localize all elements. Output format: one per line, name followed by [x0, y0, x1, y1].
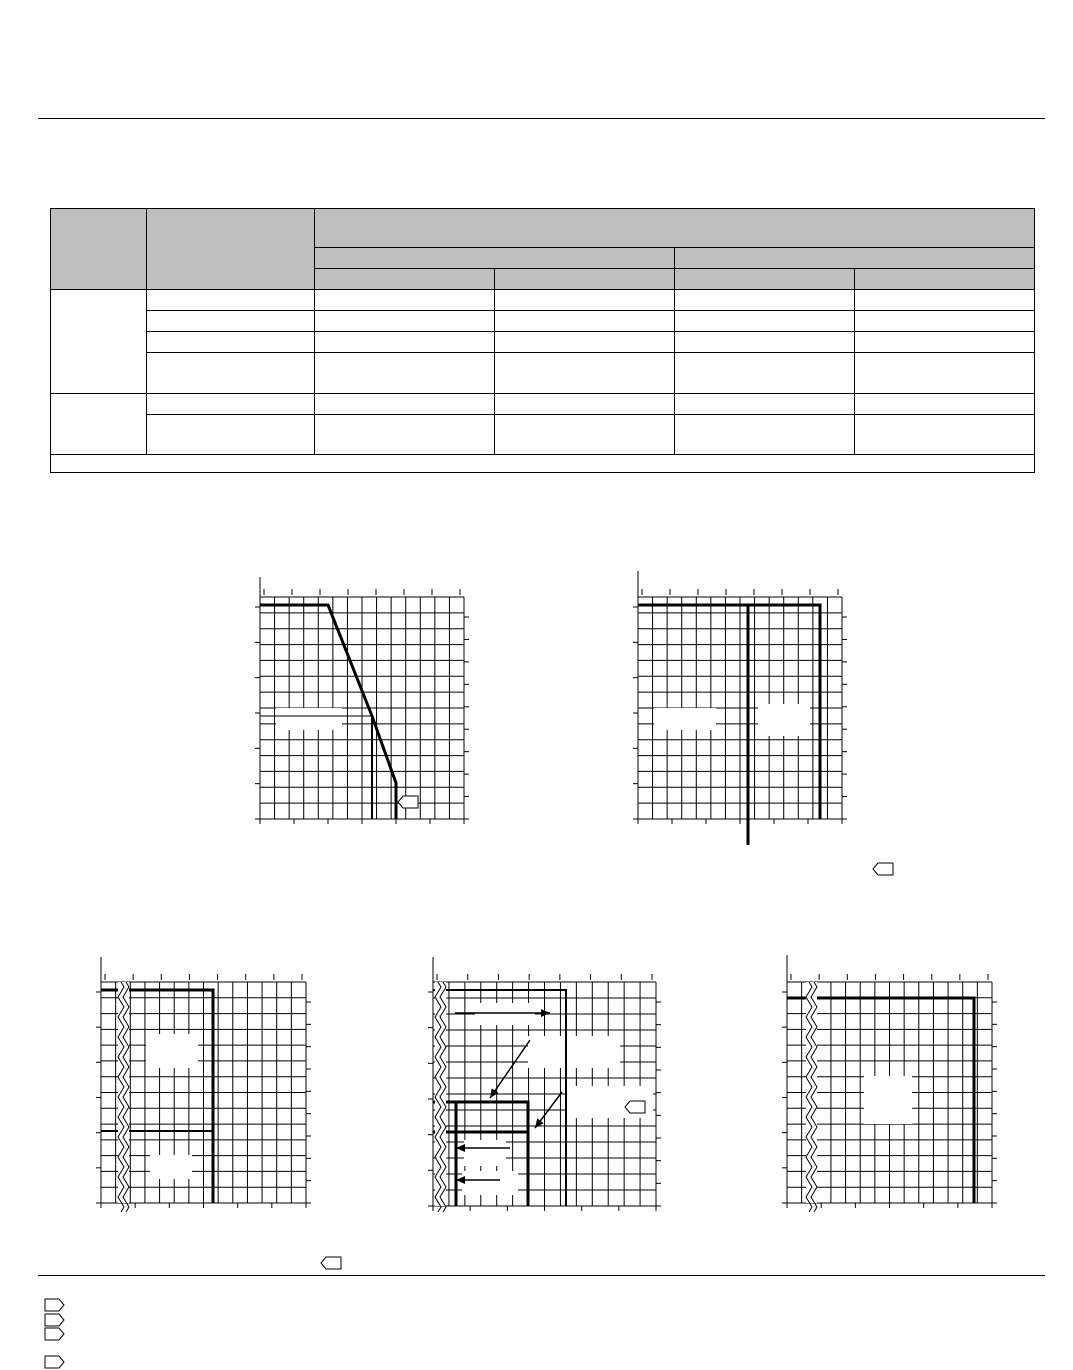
note-marker-icon — [45, 1299, 64, 1311]
figure-note-marker-icon — [321, 1257, 341, 1269]
note-marker-icon — [45, 1314, 64, 1326]
note-marker-icon — [45, 1328, 64, 1340]
note-marker-icon — [45, 1356, 64, 1368]
figure-note-marker-icon — [873, 863, 893, 875]
